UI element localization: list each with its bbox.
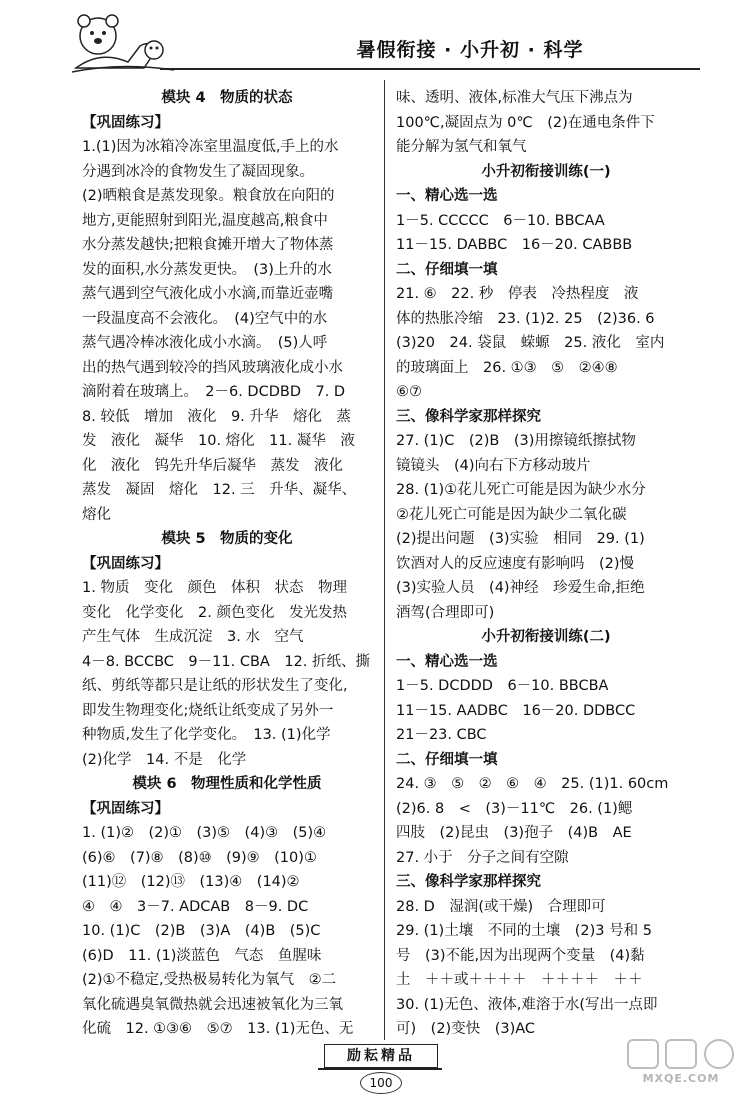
- section-label: 三、像科学家那样探究: [396, 874, 541, 890]
- answer-line: (6)D 11. (1)淡蓝色 气态 鱼腥味: [82, 947, 322, 964]
- answer-line: 1－5. DCDDD 6－10. BBCBA: [396, 678, 609, 694]
- section-label: 二、仔细填一填: [396, 261, 498, 278]
- answer-line: 号 (3)不能,因为出现两个变量 (4)黏: [396, 947, 645, 964]
- answer-line: ④ ④ 3－7. ADCAB 8－9. DC: [82, 898, 309, 915]
- answer-line: 发 液化 凝华 10. 熔化 11. 凝华 液: [82, 433, 355, 449]
- header-rule: [160, 68, 700, 70]
- answer-line: 纸、剪纸等都只是让纸的形状发生了变化,: [82, 678, 348, 694]
- answer-line: 地方,更能照射到阳光,温度越高,粮食中: [82, 212, 328, 229]
- section-heading: 模块 4 物质的状态: [161, 90, 293, 106]
- answer-line: 能分解为氢气和氧气: [396, 139, 527, 155]
- answer-line: 滴附着在玻璃上。 2－6. DCDBD 7. D: [82, 384, 346, 400]
- section-heading: 模块 6 物理性质和化学性质: [132, 776, 322, 792]
- page-header: [0, 0, 750, 80]
- answer-line: 味、透明、液体,标准大气压下沸点为: [396, 90, 633, 106]
- answer-line: 29. (1)土壤 不同的土壤 (2)3 号和 5: [396, 923, 652, 939]
- answer-line: 27. 小于 分子之间有空隙: [396, 849, 569, 866]
- answer-line: 蒸气遇冷棒冰液化成小水滴。 (5)人呼: [82, 335, 328, 351]
- answer-line: (11)⑫ (12)⑬ (13)④ (14)②: [82, 874, 300, 890]
- answer-line: 种物质,发生了化学变化。 13. (1)化学: [82, 727, 331, 743]
- answer-line: 镜镜头 (4)向右下方移动玻片: [396, 457, 591, 474]
- section-label: 一、精心选一选: [396, 188, 498, 204]
- answer-line: 化硫 12. ①③⑥ ⑤⑦ 13. (1)无色、无: [82, 1021, 354, 1037]
- answer-line: (2)提出问题 (3)实验 相同 29. (1): [396, 531, 645, 547]
- answer-line: 可) (2)变快 (3)AC: [396, 1021, 536, 1037]
- answer-line: 30. (1)无色、液体,难溶于水(写出一点即: [396, 996, 658, 1013]
- answer-line: 的玻璃面上 26. ①③ ⑤ ②④⑧: [396, 359, 618, 376]
- answer-line: 酒驾(合理即可): [396, 604, 495, 621]
- right-column: [396, 86, 696, 1042]
- answer-line: 产生气体 生成沉淀 3. 水 空气: [82, 629, 304, 645]
- answer-line: 饮酒对人的反应速度有影响吗 (2)慢: [396, 555, 635, 572]
- answer-line: 蒸发 凝固 熔化 12. 三 升华、凝华、: [82, 482, 357, 498]
- section-heading: 小升初衔接训练(二): [481, 629, 611, 645]
- answer-line: 1. (1)② (2)① (3)⑤ (4)③ (5)④: [82, 825, 327, 841]
- answer-line: 变化 化学变化 2. 颜色变化 发光发热: [82, 604, 347, 621]
- answer-line: 出的热气遇到较冷的挡风玻璃液化成小水: [82, 359, 343, 376]
- answer-line: 土 ＋＋或＋＋＋＋ ＋＋＋＋ ＋＋: [396, 972, 643, 988]
- column-divider: [384, 80, 385, 1040]
- answer-line: 21. ⑥ 22. 秒 停表 冷热程度 液: [396, 286, 639, 302]
- answer-line: 四肢 (2)昆虫 (3)孢子 (4)B AE: [396, 825, 632, 841]
- answer-line: 化 液化 钨先升华后凝华 蒸发 液化: [82, 457, 343, 474]
- answer-line: 28. (1)①花儿死亡可能是因为缺少水分: [396, 482, 646, 498]
- answer-line: 1. 物质 变化 颜色 体积 状态 物理: [82, 580, 347, 596]
- left-column: [82, 86, 372, 1042]
- answer-line: 即发生物理变化;烧纸让纸变成了另外一: [82, 702, 334, 719]
- answer-line: (2)①不稳定,受热极易转化为氧气 ②二: [82, 972, 337, 988]
- answer-line: 发的面积,水分蒸发更快。 (3)上升的水: [82, 261, 332, 278]
- answer-line: 一段温度高不会液化。 (4)空气中的水: [82, 310, 328, 327]
- answer-line: 1.(1)因为冰箱冷冻室里温度低,手上的水: [82, 139, 339, 155]
- answer-line: 100℃,凝固点为 0℃ (2)在通电条件下: [396, 114, 655, 131]
- answer-line: 27. (1)C (2)B (3)用擦镜纸擦拭物: [396, 433, 636, 449]
- section-label: 三、像科学家那样探究: [396, 408, 541, 425]
- answer-line: (3)实验人员 (4)神经 珍爱生命,拒绝: [396, 580, 645, 596]
- answer-line: 21－23. CBC: [396, 727, 487, 743]
- answer-line: (2)晒粮食是蒸发现象。粮食放在向阳的: [82, 188, 335, 204]
- watermark-text: MXQE.COM: [642, 1072, 720, 1085]
- answer-line: (2)6. 8 < (3)－11℃ 26. (1)鳃: [396, 800, 633, 817]
- bear-mascot-icon: [70, 10, 180, 75]
- answer-line: 11－15. DABBC 16－20. CABBB: [396, 237, 633, 253]
- answer-line: 蒸气遇到空气液化成小水滴,而靠近壶嘴: [82, 286, 334, 302]
- answer-line: 1－5. CCCCC 6－10. BBCAA: [396, 212, 605, 229]
- answer-line: 熔化: [82, 506, 111, 523]
- section-heading: 小升初衔接训练(一): [481, 163, 611, 180]
- section-label: 【巩固练习】: [82, 555, 169, 572]
- answer-line: 28. D 湿润(或干燥) 合理即可: [396, 898, 606, 915]
- answer-line: ②花儿死亡可能是因为缺少二氧化碳: [396, 506, 627, 523]
- section-label: 【巩固练习】: [82, 114, 169, 131]
- watermark-logo-icon: [622, 1036, 740, 1072]
- answer-line: 体的热胀冷缩 23. (1)2. 25 (2)36. 6: [396, 310, 655, 327]
- answer-line: (3)20 24. 袋鼠 蝾螈 25. 液化 室内: [396, 335, 665, 351]
- section-label: 一、精心选一选: [396, 653, 498, 670]
- page-number: 100: [360, 1072, 402, 1094]
- answer-line: 10. (1)C (2)B (3)A (4)B (5)C: [82, 923, 321, 939]
- watermark: [622, 1036, 740, 1094]
- answer-line: (2)化学 14. 不是 化学: [82, 751, 247, 768]
- footer-brand: 励耘精品: [324, 1044, 438, 1068]
- answer-line: (6)⑥ (7)⑧ (8)⑩ (9)⑨ (10)①: [82, 849, 317, 866]
- footer-rule: [318, 1068, 442, 1070]
- answer-line: ⑥⑦: [396, 384, 422, 400]
- answer-line: 24. ③ ⑤ ② ⑥ ④ 25. (1)1. 60cm: [396, 776, 669, 792]
- answer-line: 分遇到冰冷的食物发生了凝固现象。: [82, 163, 314, 180]
- answer-line: 4－8. BCCBC 9－11. CBA 12. 折纸、撕: [82, 653, 370, 670]
- answer-line: 8. 较低 增加 液化 9. 升华 熔化 蒸: [82, 408, 351, 425]
- section-heading: 模块 5 物质的变化: [161, 531, 293, 547]
- answer-line: 11－15. AADBC 16－20. DDBCC: [396, 702, 636, 719]
- section-label: 【巩固练习】: [82, 800, 169, 817]
- section-label: 二、仔细填一填: [396, 751, 498, 768]
- answer-line: 氧化硫遇臭氧微热就会迅速被氧化为三氧: [82, 996, 343, 1013]
- answer-line: 水分蒸发越快;把粮食摊开增大了物体蒸: [82, 237, 334, 253]
- page-title: 暑假衔接 · 小升初 · 科学: [356, 39, 584, 61]
